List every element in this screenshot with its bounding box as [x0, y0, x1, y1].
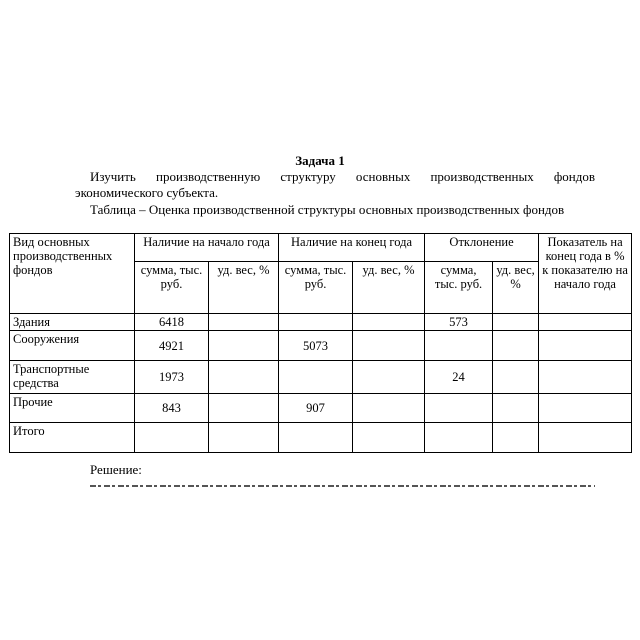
cell-indicator [539, 331, 632, 361]
cell-indicator [539, 423, 632, 453]
cell-dev-sum: 573 [425, 314, 493, 331]
table-caption: Таблица – Оценка производственной структуры основных производственных фондов [90, 202, 565, 217]
cell-start-sum: 843 [135, 394, 209, 423]
header-start-sum: сумма, тыс. руб. [135, 262, 209, 314]
cell-start-sum: 1973 [135, 361, 209, 394]
cell-end-sum [279, 361, 353, 394]
header-dev-share: уд. вес, % [493, 262, 539, 314]
row-name: Транспортные средства [10, 361, 135, 394]
header-dev-sum: сумма, тыс. руб. [425, 262, 493, 314]
cell-end-share [353, 361, 425, 394]
structure-table [9, 233, 632, 453]
row-name: Здания [10, 314, 135, 331]
cell-dev-share [493, 361, 539, 394]
header-end-share: уд. вес, % [353, 262, 425, 314]
header-indicator: Показатель на конец года в % к показателю на начало года [539, 234, 632, 314]
cell-dev-share [493, 331, 539, 361]
cell-end-sum [279, 314, 353, 331]
header-start-of-year: Наличие на начало года [135, 234, 279, 262]
cell-dev-share [493, 423, 539, 453]
header-asset-type: Вид основных производственных фондов [10, 234, 135, 314]
task-statement: Изучить производственную структуру основных производственных фондов экономического субъекта. [75, 169, 595, 200]
cell-end-sum [279, 423, 353, 453]
table-row [10, 361, 632, 394]
cell-dev-share [493, 314, 539, 331]
cell-end-sum: 5073 [279, 331, 353, 361]
cell-start-sum [135, 423, 209, 453]
cell-dev-sum: 24 [425, 361, 493, 394]
cell-start-share [209, 314, 279, 331]
cell-dev-sum [425, 331, 493, 361]
cut-off-text-line [90, 482, 595, 487]
task-title: Задача 1 [295, 153, 345, 168]
cell-dev-sum [425, 394, 493, 423]
cell-start-share [209, 394, 279, 423]
cell-end-share [353, 394, 425, 423]
row-name: Итого [10, 423, 135, 453]
cell-start-share [209, 361, 279, 394]
header-start-share: уд. вес, % [209, 262, 279, 314]
table-row [10, 314, 632, 331]
header-end-of-year: Наличие на конец года [279, 234, 425, 262]
cell-dev-sum [425, 423, 493, 453]
header-end-sum: сумма, тыс. руб. [279, 262, 353, 314]
table-row [10, 331, 632, 361]
header-deviation: Отклонение [425, 234, 539, 262]
cell-start-sum: 4921 [135, 331, 209, 361]
cell-indicator [539, 314, 632, 331]
cell-indicator [539, 361, 632, 394]
solution-label: Решение: [90, 462, 142, 477]
cell-start-share [209, 331, 279, 361]
cell-end-sum: 907 [279, 394, 353, 423]
cell-dev-share [493, 394, 539, 423]
cell-start-sum: 6418 [135, 314, 209, 331]
row-name: Сооружения [10, 331, 135, 361]
table-row [10, 394, 632, 423]
cell-indicator [539, 394, 632, 423]
cell-start-share [209, 423, 279, 453]
cell-end-share [353, 331, 425, 361]
cell-end-share [353, 314, 425, 331]
cell-end-share [353, 423, 425, 453]
table-row-total [10, 423, 632, 453]
row-name: Прочие [10, 394, 135, 423]
